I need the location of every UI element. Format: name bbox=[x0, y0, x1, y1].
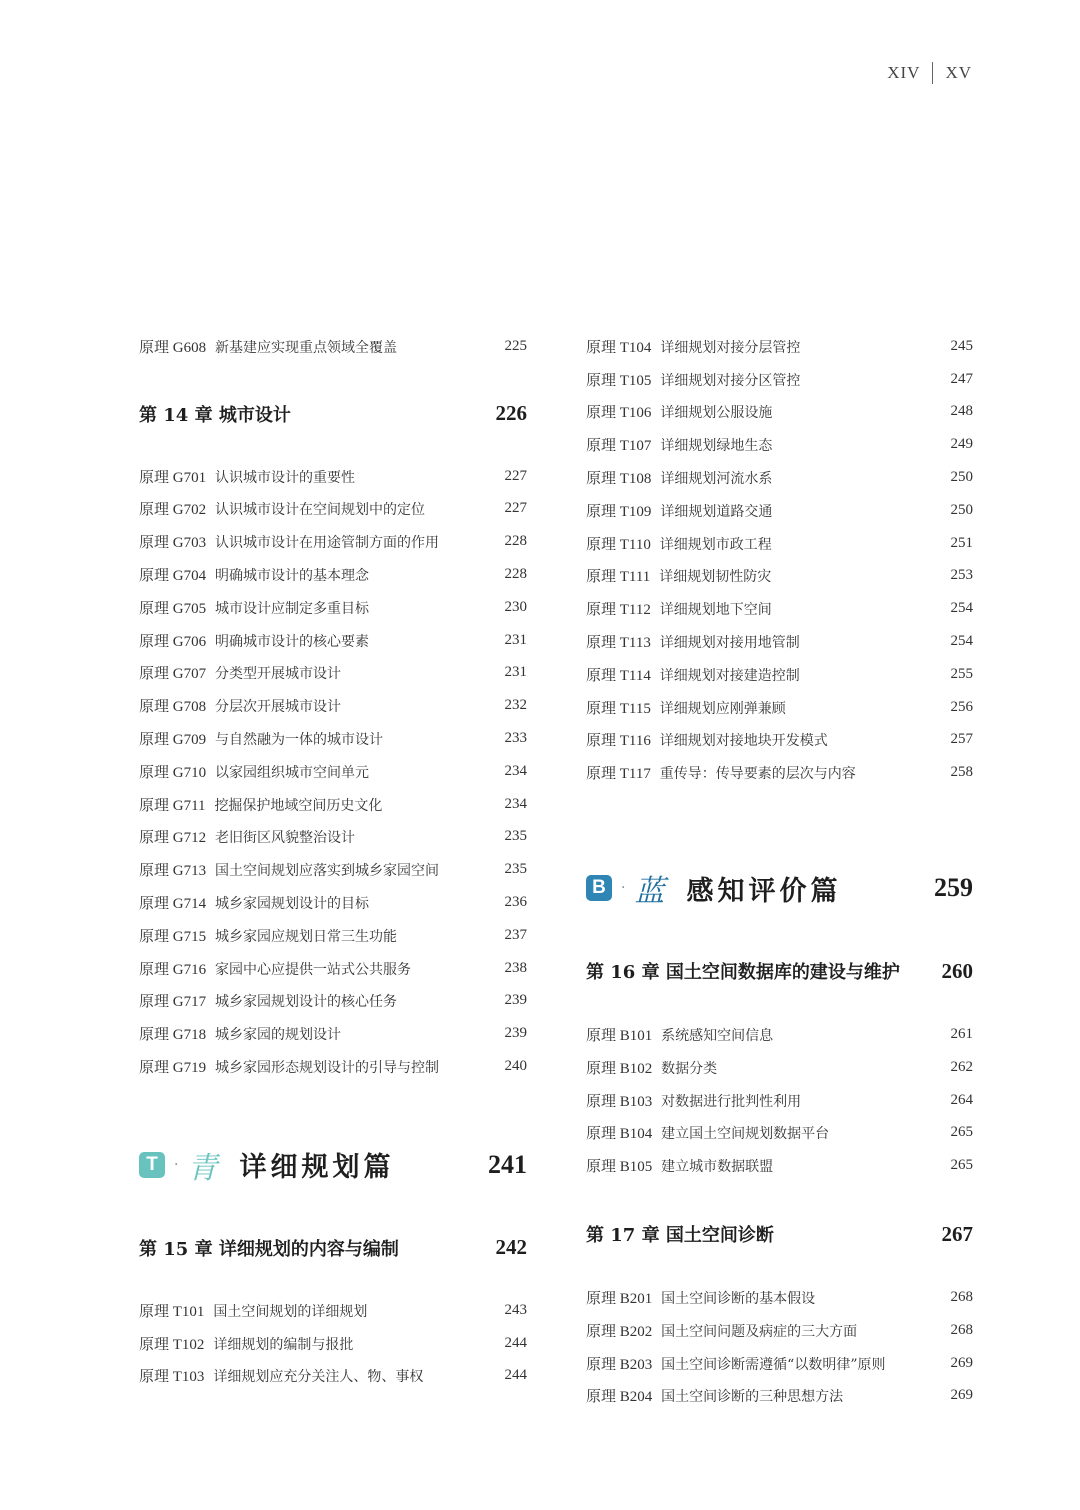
toc-entry[interactable] bbox=[586, 1117, 973, 1150]
entry-page: 234 bbox=[504, 795, 527, 812]
toc-entry[interactable] bbox=[139, 919, 527, 952]
entry-page: 254 bbox=[950, 600, 973, 617]
section-heading-t[interactable] bbox=[139, 1138, 527, 1192]
entry-code: 原理 G707 bbox=[139, 666, 207, 683]
entry-title: 以家园组织城市空间单元 bbox=[215, 764, 369, 781]
entry-code: 原理 T106 bbox=[586, 405, 652, 422]
entry-page: 238 bbox=[504, 959, 527, 976]
entry-code: 原理 G717 bbox=[139, 994, 207, 1011]
entry-page: 228 bbox=[504, 566, 527, 583]
chapter-heading[interactable] bbox=[586, 1218, 973, 1250]
entry-title: 挖掘保护地域空间历史文化 bbox=[214, 797, 383, 814]
toc-entry[interactable] bbox=[586, 1149, 973, 1182]
entry-page: 231 bbox=[504, 631, 527, 648]
entry-code: 原理 B102 bbox=[586, 1060, 653, 1077]
entry-page: 234 bbox=[504, 762, 527, 779]
section-badge: B bbox=[586, 875, 612, 901]
entry-page: 258 bbox=[950, 764, 973, 781]
toc-entry[interactable] bbox=[139, 985, 527, 1018]
entry-code: 原理 T107 bbox=[586, 438, 652, 455]
toc-entry[interactable] bbox=[586, 1347, 973, 1380]
entry-title: 详细规划韧性防灾 bbox=[659, 569, 772, 586]
section-dot: · bbox=[174, 1156, 179, 1173]
entry-title: 国土空间问题及病症的三大方面 bbox=[661, 1323, 858, 1340]
entry-title: 分层次开展城市设计 bbox=[215, 699, 341, 716]
toc-entry[interactable] bbox=[139, 1294, 527, 1327]
entry-title: 系统感知空间信息 bbox=[661, 1028, 774, 1045]
entry-page: 245 bbox=[950, 337, 973, 354]
entry-code: 原理 B203 bbox=[586, 1356, 653, 1373]
entry-code: 原理 G709 bbox=[139, 732, 207, 749]
chapter-entries bbox=[139, 1294, 527, 1392]
entry-title: 明确城市设计的核心要素 bbox=[215, 633, 369, 650]
entry-page: 248 bbox=[950, 403, 973, 420]
entry-title: 认识城市设计在用途管制方面的作用 bbox=[215, 535, 439, 552]
entry-code: 原理 G711 bbox=[139, 797, 206, 814]
entry-page: 227 bbox=[504, 500, 527, 517]
toc-entry[interactable] bbox=[139, 853, 527, 886]
toc-entry[interactable] bbox=[139, 689, 527, 722]
toc-entry[interactable] bbox=[139, 821, 527, 854]
toc-entry[interactable] bbox=[586, 363, 973, 396]
entry-title: 分类型开展城市设计 bbox=[215, 666, 341, 683]
entry-title: 认识城市设计的重要性 bbox=[215, 469, 355, 486]
toc-entry[interactable] bbox=[139, 460, 527, 493]
entry-code: 原理 G713 bbox=[139, 863, 207, 880]
entry-code: 原理 T105 bbox=[586, 372, 652, 389]
entry-page: 265 bbox=[950, 1157, 973, 1174]
entry-code: 原理 T114 bbox=[586, 667, 651, 684]
entry-page: 244 bbox=[504, 1367, 527, 1384]
section-badge: T bbox=[139, 1152, 165, 1178]
entry-title: 详细规划应刚弹兼顾 bbox=[659, 700, 786, 717]
entry-page: 227 bbox=[504, 467, 527, 484]
entry-page: 265 bbox=[950, 1124, 973, 1141]
entry-title: 详细规划对接分层管控 bbox=[660, 339, 801, 356]
entry-title: 城市设计应制定多重目标 bbox=[215, 600, 369, 617]
entry-title: 城乡家园规划设计的核心任务 bbox=[215, 994, 397, 1011]
toc-entry[interactable] bbox=[139, 558, 527, 591]
section-title: 感知评价篇 bbox=[686, 875, 842, 907]
entry-title: 重传导：传导要素的层次与内容 bbox=[659, 766, 856, 783]
entry-code: 原理 G701 bbox=[139, 469, 207, 486]
entry-code: 原理 T104 bbox=[586, 339, 652, 356]
section-dot: · bbox=[621, 880, 626, 897]
entry-code: 原理 B105 bbox=[586, 1159, 653, 1176]
entry-code: 原理 G703 bbox=[139, 535, 207, 552]
chapter-title: 第 17 章 国土空间诊断 bbox=[586, 1225, 774, 1247]
entry-page: 244 bbox=[504, 1334, 527, 1351]
entry-page: 262 bbox=[950, 1058, 973, 1075]
entry-page: 264 bbox=[950, 1091, 973, 1108]
toc-entry[interactable] bbox=[139, 330, 527, 363]
entry-title: 认识城市设计在空间规划中的定位 bbox=[215, 502, 425, 519]
entry-page: 257 bbox=[950, 731, 973, 748]
entry-code: 原理 G716 bbox=[139, 961, 207, 978]
entry-page: 269 bbox=[950, 1354, 973, 1371]
toc-entry[interactable] bbox=[139, 886, 527, 919]
toc-entry[interactable] bbox=[139, 1360, 527, 1393]
entry-title: 国土空间诊断的基本假设 bbox=[661, 1291, 816, 1308]
toc-right-column bbox=[586, 330, 973, 1412]
toc-entry[interactable] bbox=[586, 1380, 973, 1413]
entry-code: 原理 T116 bbox=[586, 733, 651, 750]
entry-page: 225 bbox=[504, 337, 527, 354]
page-number-right: XV bbox=[945, 63, 972, 82]
toc-entry[interactable] bbox=[139, 493, 527, 526]
entry-title: 国土空间规划应落实到城乡家园空间 bbox=[215, 863, 439, 880]
toc-entry[interactable] bbox=[586, 1018, 973, 1051]
toc-entry[interactable] bbox=[586, 560, 973, 593]
toc-entry[interactable] bbox=[586, 330, 973, 363]
entry-page: 235 bbox=[504, 828, 527, 845]
chapter-heading[interactable] bbox=[139, 1232, 527, 1264]
entry-title: 详细规划公服设施 bbox=[660, 405, 773, 422]
chapter-entries bbox=[586, 1281, 973, 1412]
entry-code: 原理 G702 bbox=[139, 502, 207, 519]
toc-entry[interactable] bbox=[586, 592, 973, 625]
entry-page: 254 bbox=[950, 633, 973, 650]
entry-page: 235 bbox=[504, 861, 527, 878]
chapter-entries bbox=[586, 1018, 973, 1182]
entry-code: 原理 T109 bbox=[586, 503, 652, 520]
chapter-title: 第 15 章 详细规划的内容与编制 bbox=[139, 1238, 399, 1260]
entry-title: 建立国土空间规划数据平台 bbox=[661, 1126, 830, 1143]
entry-page: 239 bbox=[504, 1025, 527, 1042]
entry-title: 数据分类 bbox=[661, 1060, 718, 1077]
entry-page: 268 bbox=[950, 1321, 973, 1338]
entry-page: 233 bbox=[504, 730, 527, 747]
entry-code: 原理 T102 bbox=[139, 1336, 205, 1353]
entry-title: 详细规划河流水系 bbox=[660, 471, 773, 488]
chapter-heading[interactable] bbox=[139, 398, 527, 430]
toc-entry[interactable] bbox=[586, 428, 973, 461]
entry-code: 原理 T103 bbox=[139, 1369, 205, 1386]
toc-entry[interactable] bbox=[139, 722, 527, 755]
toc-entry[interactable] bbox=[586, 625, 973, 658]
entry-page: 251 bbox=[950, 534, 973, 551]
entry-code: 原理 G704 bbox=[139, 568, 207, 585]
toc-entry[interactable] bbox=[586, 527, 973, 560]
section-heading-b[interactable] bbox=[586, 861, 973, 915]
entry-code: 原理 G712 bbox=[139, 830, 207, 847]
entry-title: 老旧街区风貌整治设计 bbox=[215, 830, 355, 847]
chapter-title: 第 14 章 城市设计 bbox=[139, 404, 291, 426]
entry-title: 城乡家园形态规划设计的引导与控制 bbox=[215, 1060, 439, 1077]
entry-page: 255 bbox=[950, 665, 973, 682]
toc-entry[interactable] bbox=[586, 1051, 973, 1084]
entry-page: 256 bbox=[950, 698, 973, 715]
toc-entry[interactable] bbox=[586, 461, 973, 494]
section-page: 259 bbox=[934, 873, 973, 903]
entry-title: 详细规划绿地生态 bbox=[660, 438, 773, 455]
entry-page: 250 bbox=[950, 501, 973, 518]
chapter-entries bbox=[586, 330, 973, 789]
entry-page: 269 bbox=[950, 1387, 973, 1404]
chapter-page: 242 bbox=[495, 1235, 527, 1260]
page-number-left: XIV bbox=[887, 63, 921, 82]
toc-entry[interactable] bbox=[586, 756, 973, 789]
entry-page: 228 bbox=[504, 533, 527, 550]
entry-page: 250 bbox=[950, 469, 973, 486]
entry-code: 原理 T115 bbox=[586, 700, 651, 717]
toc-entry[interactable] bbox=[586, 724, 973, 757]
entry-title: 家园中心应提供一站式公共服务 bbox=[215, 961, 411, 978]
toc-entry[interactable] bbox=[586, 658, 973, 691]
entry-code: 原理 G719 bbox=[139, 1060, 207, 1077]
entry-page: 239 bbox=[504, 992, 527, 1009]
section-page: 241 bbox=[488, 1149, 527, 1179]
toc-entry[interactable] bbox=[139, 755, 527, 788]
entry-code: 原理 B202 bbox=[586, 1323, 653, 1340]
entry-page: 249 bbox=[950, 436, 973, 453]
toc-entry[interactable] bbox=[586, 1314, 973, 1347]
entry-title: 城乡家园的规划设计 bbox=[215, 1027, 341, 1044]
chapter-page: 226 bbox=[495, 401, 527, 426]
entry-title: 国土空间诊断需遵循“以数明律”原则 bbox=[661, 1356, 886, 1373]
toc-left-column bbox=[139, 330, 527, 1392]
entry-title: 详细规划对接分区管控 bbox=[660, 372, 801, 389]
section-glyph: 青 bbox=[187, 1150, 218, 1186]
toc-entry[interactable] bbox=[586, 691, 973, 724]
chapter-title: 第 16 章 国土空间数据库的建设与维护 bbox=[586, 962, 900, 984]
page-number-divider bbox=[932, 62, 933, 84]
entry-title: 详细规划对接建造控制 bbox=[659, 667, 800, 684]
chapter-heading[interactable] bbox=[586, 955, 973, 987]
entry-code: 原理 G706 bbox=[139, 633, 207, 650]
entry-code: 原理 B104 bbox=[586, 1126, 653, 1143]
toc-entry[interactable] bbox=[139, 1327, 527, 1360]
toc-entry[interactable] bbox=[139, 624, 527, 657]
toc-entry[interactable] bbox=[586, 396, 973, 429]
entry-page: 243 bbox=[504, 1301, 527, 1318]
entry-code: 原理 T111 bbox=[586, 569, 651, 586]
entry-page: 232 bbox=[504, 697, 527, 714]
entry-page: 231 bbox=[504, 664, 527, 681]
entry-title: 与自然融为一体的城市设计 bbox=[215, 732, 383, 749]
page-numbers bbox=[887, 62, 972, 84]
toc-entry[interactable] bbox=[139, 952, 527, 985]
section-glyph: 蓝 bbox=[634, 874, 665, 910]
entry-page: 236 bbox=[504, 894, 527, 911]
entry-code: 原理 G708 bbox=[139, 699, 207, 716]
entry-page: 240 bbox=[504, 1058, 527, 1075]
entry-code: 原理 T112 bbox=[586, 602, 651, 619]
entry-code: 原理 T110 bbox=[586, 536, 651, 553]
entry-code: 原理 T113 bbox=[586, 635, 651, 652]
toc-entry[interactable] bbox=[139, 591, 527, 624]
toc-entry[interactable] bbox=[139, 1050, 527, 1083]
chapter-page: 267 bbox=[941, 1221, 973, 1246]
entry-title: 详细规划地下空间 bbox=[659, 602, 772, 619]
toc-entry[interactable] bbox=[586, 1281, 973, 1314]
entry-title: 国土空间规划的详细规划 bbox=[213, 1303, 368, 1320]
toc-entry[interactable] bbox=[586, 494, 973, 527]
entry-code: 原理 G705 bbox=[139, 600, 207, 617]
toc-entry[interactable] bbox=[139, 788, 527, 821]
entry-page: 261 bbox=[950, 1026, 973, 1043]
entry-code: 原理 B103 bbox=[586, 1093, 653, 1110]
toc-entry[interactable] bbox=[139, 657, 527, 690]
entry-title: 详细规划道路交通 bbox=[660, 503, 773, 520]
entry-title: 城乡家园应规划日常三生功能 bbox=[215, 928, 397, 945]
entry-page: 230 bbox=[504, 598, 527, 615]
entry-title: 详细规划应充分关注人、物、事权 bbox=[213, 1369, 424, 1386]
toc-entry[interactable] bbox=[586, 1084, 973, 1117]
entry-code: 原理 T101 bbox=[139, 1303, 205, 1320]
entry-code: 原理 G714 bbox=[139, 896, 207, 913]
entry-code: 原理 B201 bbox=[586, 1291, 653, 1308]
entry-page: 253 bbox=[950, 567, 973, 584]
entry-code: 原理 G608 bbox=[139, 339, 207, 356]
entry-code: 原理 T117 bbox=[586, 766, 651, 783]
toc-entry[interactable] bbox=[139, 525, 527, 558]
entry-code: 原理 G718 bbox=[139, 1027, 207, 1044]
entry-title: 明确城市设计的基本理念 bbox=[215, 568, 369, 585]
entry-title: 国土空间诊断的三种思想方法 bbox=[661, 1389, 844, 1406]
chapter-entries bbox=[139, 460, 527, 1083]
entry-code: 原理 G715 bbox=[139, 928, 207, 945]
entry-page: 247 bbox=[950, 370, 973, 387]
entry-page: 237 bbox=[504, 926, 527, 943]
entry-title: 详细规划市政工程 bbox=[659, 536, 772, 553]
entry-title: 对数据进行批判性利用 bbox=[661, 1093, 802, 1110]
entry-title: 城乡家园规划设计的目标 bbox=[215, 896, 369, 913]
section-title: 详细规划篇 bbox=[239, 1152, 395, 1184]
entry-title: 详细规划对接用地管制 bbox=[659, 635, 800, 652]
entry-page: 268 bbox=[950, 1289, 973, 1306]
entry-title: 新基建应实现重点领域全覆盖 bbox=[215, 339, 397, 356]
entry-title: 详细规划对接地块开发模式 bbox=[659, 733, 828, 750]
entry-title: 建立城市数据联盟 bbox=[661, 1159, 774, 1176]
entry-title: 详细规划的编制与报批 bbox=[213, 1336, 354, 1353]
entry-code: 原理 B101 bbox=[586, 1028, 653, 1045]
entry-code: 原理 G710 bbox=[139, 764, 207, 781]
toc-entry[interactable] bbox=[139, 1017, 527, 1050]
chapter-page: 260 bbox=[941, 958, 973, 983]
entry-code: 原理 B204 bbox=[586, 1389, 653, 1406]
entry-code: 原理 T108 bbox=[586, 471, 652, 488]
